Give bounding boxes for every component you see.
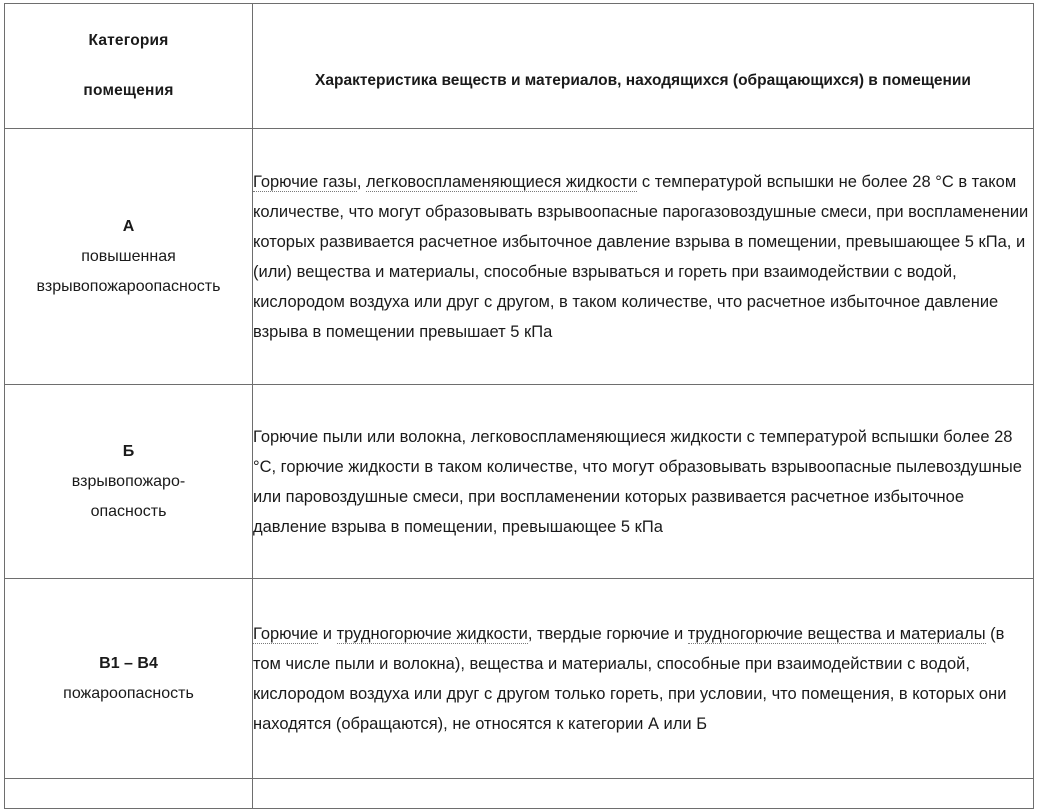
category-code: В1 – В4 [99, 654, 158, 672]
category-name-line1: повышенная [81, 247, 176, 265]
table-row [5, 579, 1034, 779]
table-row [5, 129, 1034, 385]
term-link[interactable]: Горючие газы [253, 172, 357, 191]
header-description: Характеристика веществ и материалов, находящихся (обращающихся) в помещении [315, 71, 971, 89]
description-cell-v [253, 579, 1034, 779]
description-text: , твердые горючие и [527, 624, 688, 643]
table-header-row [5, 4, 1034, 129]
table-row-partial [5, 779, 1034, 809]
term-link[interactable]: Горючие [253, 624, 319, 643]
description-text: (в том числе пыли и волокна), вещества и материалы, способные при взаимодействии с водой, кислородом воздуха или друг с другом только гореть, при условии, что помещения, в которых они находятся (обращаются), не относятся к категории А или Б [253, 624, 1007, 733]
description-cell-partial [253, 779, 1034, 809]
category-name-line1: пожароопасность [63, 684, 194, 702]
category-cell-v [5, 579, 253, 779]
description-cell-b: Горючие пыли или волокна, легковоспламеняющиеся жидкости с температурой вспышки более 28 °С, горючие жидкости в таком количестве, что могут образовывать взрывоопасные пылевоздушные или паровоздушные смеси, при воспламенении которых развивается расчетное избыточное давление взрыва в помещении, превышающее 5 кПа [253, 385, 1034, 579]
description-cell-a [253, 129, 1034, 385]
category-name-line1: взрывопожаро- [71, 472, 186, 490]
term-link[interactable]: трудногорючие жидкости [336, 624, 528, 643]
header-description-cell [253, 4, 1034, 129]
header-category-line2: помещения [83, 82, 174, 99]
description-text: и [318, 624, 337, 643]
table-row [5, 385, 1034, 579]
category-cell-b [5, 385, 253, 579]
term-link[interactable]: трудногорючие вещества и материалы [687, 624, 986, 643]
term-link[interactable]: легковоспламеняющиеся жидкости [366, 172, 638, 191]
header-category-cell [5, 4, 253, 129]
category-name-line2: опасность [90, 502, 167, 520]
category-name-line2: взрывопожароопасность [36, 277, 221, 295]
description-text: с температурой вспышки не более 28 °С в таком количестве, что могут образовывать взрывоопасные парогазовоздушные смеси, при воспламенении которых развивается расчетное избыточное давление взрыва в помещении, превышающее 5 кПа, и (или) вещества и материалы, способные взрываться и гореть при взаимодействии с водой, кислородом воздуха или друг с другом, в таком количестве, что расчетное избыточное давление взрыва в помещении превышает 5 кПа [253, 172, 1029, 341]
category-code: Б [122, 442, 135, 460]
category-code: А [122, 217, 135, 235]
category-cell-a [5, 129, 253, 385]
header-category-line1: Категория [88, 32, 169, 49]
category-cell-partial [5, 779, 253, 809]
description-text: , [356, 172, 367, 191]
hazard-category-table [4, 3, 1034, 809]
